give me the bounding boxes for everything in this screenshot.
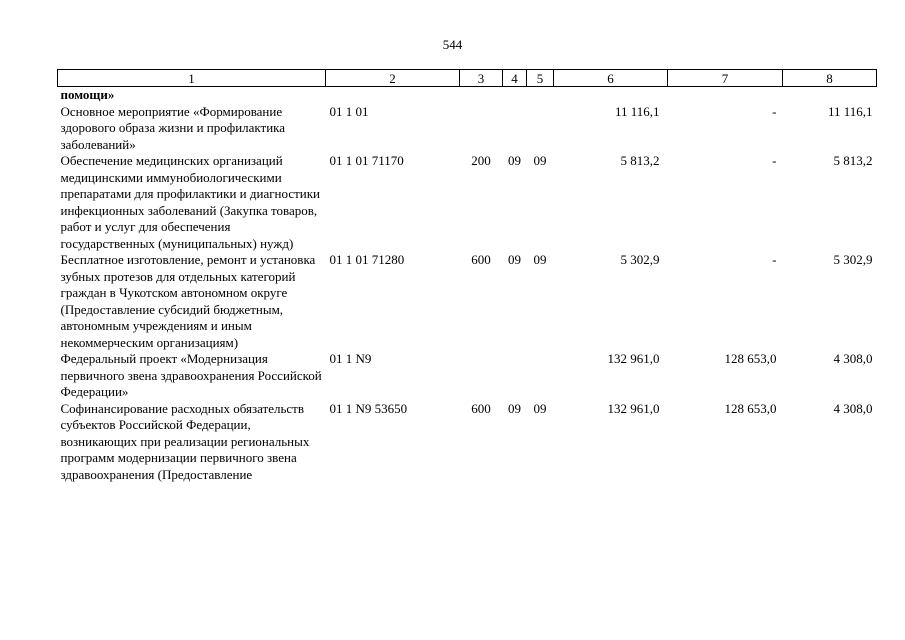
page-number: 544 [442, 37, 463, 52]
row-name: Софинансирование расходных обязательств субъектов Российской Федерации, возникающих при реализации региональных программ модернизации первичного звена здравоохранения (Предоставление [60, 400, 310, 482]
header-col-6: 6 [554, 70, 668, 87]
table-row [58, 252, 877, 351]
row-col-6: 132 961,0 [607, 351, 660, 366]
budget-table [57, 69, 877, 483]
row-col-6: 132 961,0 [607, 400, 660, 416]
row-col-4: 09 [508, 252, 521, 267]
row-col-8: 5 813,2 [833, 153, 873, 168]
header-col-7: 7 [668, 70, 783, 87]
header-col-3: 3 [460, 70, 503, 87]
row-col-5: 09 [533, 153, 547, 168]
table-row [58, 104, 877, 154]
header-col-2: 2 [326, 70, 460, 87]
row-col-7: - [772, 252, 777, 267]
row-code: 01 1 01 71280 [329, 252, 405, 267]
continuation-text: помощи» [60, 87, 115, 102]
row-col-6: 5 813,2 [620, 153, 660, 168]
table-header [58, 70, 877, 87]
header-col-4: 4 [503, 70, 527, 87]
row-col-7: - [772, 153, 777, 168]
table-row [58, 153, 877, 252]
table-row [58, 401, 877, 484]
row-col-5: 09 [533, 252, 547, 267]
row-col-5 [527, 351, 554, 401]
header-col-1: 1 [58, 70, 326, 87]
row-name: Бесплатное изготовление, ремонт и установка зубных протезов для отдельных категорий граждан в Чукотском автономном округе (Предоставление субсидий бюджетным, автономным учреждениям и иным некоммерческим организациям) [60, 252, 316, 350]
row-name: Федеральный проект «Модернизация первичного звена здравоохранения Российской Федерации» [60, 351, 322, 399]
row-col-6: 5 302,9 [620, 252, 660, 267]
row-col-3: 600 [471, 252, 491, 267]
row-code: 01 1 01 71170 [329, 153, 404, 168]
header-col-5: 5 [527, 70, 554, 87]
row-col-3 [460, 104, 503, 154]
row-col-6: 11 116,1 [614, 103, 660, 119]
row-code: 01 1 N9 [329, 351, 372, 366]
row-col-7: - [772, 103, 777, 119]
row-name: Обеспечение медицинских организаций медицинскими иммунобиологическими препаратами для профилактики и диагностики инфекционных заболеваний (Закупка товаров, работ и услуг для обеспечения государственных (муниципальных) нужд) [60, 153, 321, 251]
continuation-row [58, 87, 877, 104]
row-col-8: 11 116,1 [827, 103, 873, 119]
row-col-3: 200 [471, 153, 491, 168]
row-code: 01 1 01 [329, 103, 369, 119]
row-col-3 [460, 351, 503, 401]
header-row [58, 70, 877, 87]
row-col-8: 5 302,9 [833, 252, 873, 267]
header-col-8: 8 [783, 70, 877, 87]
row-col-5: 09 [533, 400, 547, 416]
table-body [58, 87, 877, 484]
row-col-8: 4 308,0 [833, 351, 873, 366]
row-col-4: 09 [508, 153, 521, 168]
row-col-3: 600 [471, 400, 491, 416]
table-row [58, 351, 877, 401]
row-code: 01 1 N9 53650 [329, 400, 408, 416]
row-col-5 [527, 104, 554, 154]
row-col-4 [503, 351, 527, 401]
row-name: Основное мероприятие «Формирование здорового образа жизни и профилактика заболеваний» [60, 103, 286, 152]
row-col-7: 128 653,0 [724, 351, 777, 366]
row-col-7: 128 653,0 [724, 400, 777, 416]
row-col-4 [503, 104, 527, 154]
row-col-8: 4 308,0 [833, 400, 873, 416]
row-col-4: 09 [508, 400, 521, 416]
